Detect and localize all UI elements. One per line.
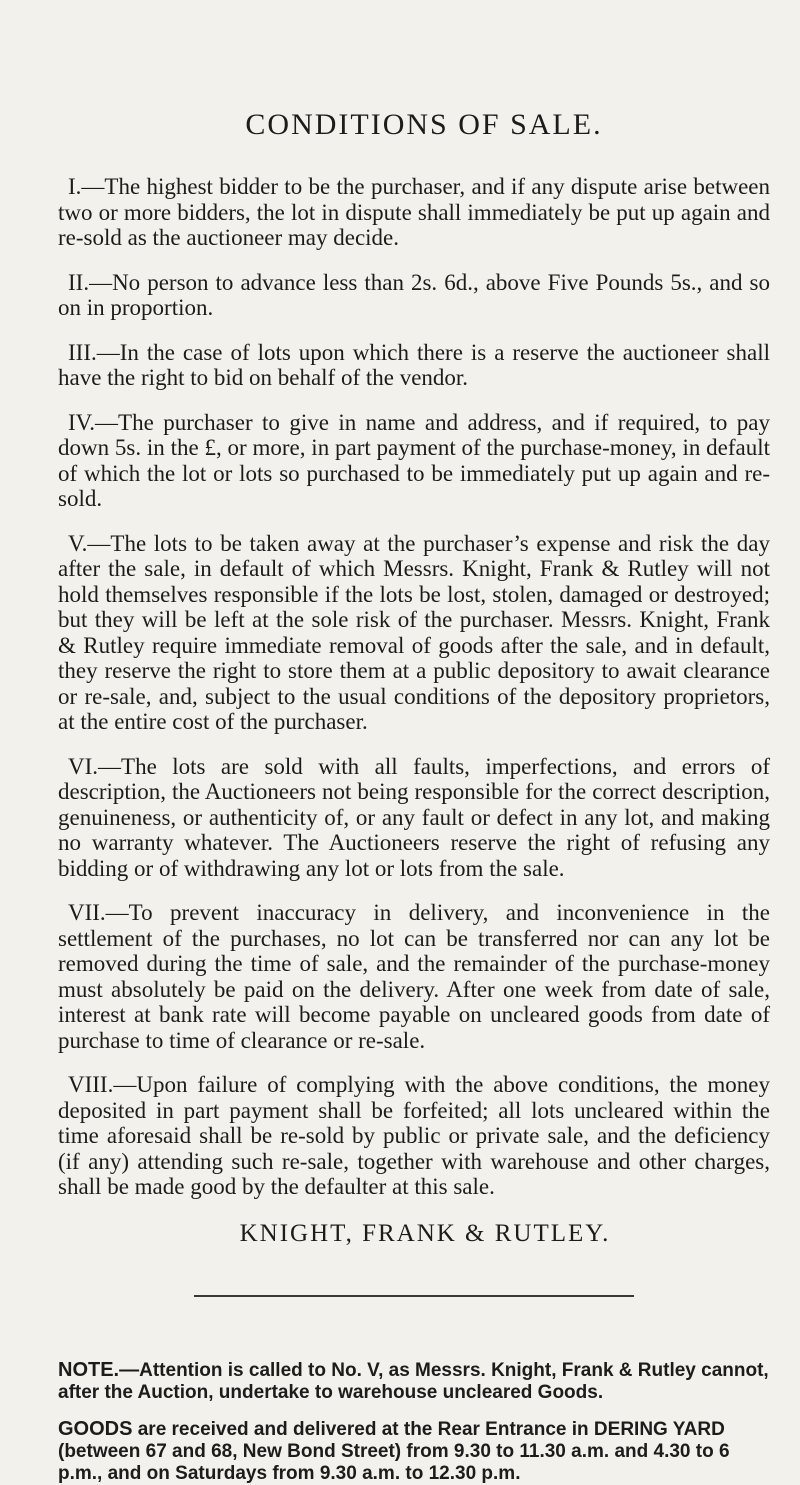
goods-heading: GOODS xyxy=(58,1417,133,1440)
condition-1: I.—The highest bidder to be the purchaser, and if any dispute arise between two or more bidders, the lot in dispute shall immediately be put up again and re-sold as the auctioneer may decide. xyxy=(58,174,770,250)
note-text: Attention is called to No. V, as Messrs. Knight, Frank & Rutley cannot, after the Auction, undertake to warehouse uncleared Goods. xyxy=(58,1359,769,1403)
page-title: CONDITIONS OF SALE. xyxy=(245,108,603,141)
condition-2: II.—No person to advance less than 2s. 6d., above Five Pounds 5s., and so on in proportion. xyxy=(58,269,770,320)
note-heading: NOTE.— xyxy=(58,1358,140,1381)
goods-text: are received and delivered at the Rear Entrance in DERING YARD (between 67 and 68, New Bond Street) from 9.30 to 11.30 a.m. and 4.30 to 6 p.m., and on Saturdays from 9.30 a.m. to 12.30 p.m. xyxy=(58,1418,730,1484)
condition-4: IV.—The purchaser to give in name and address, and if required, to pay down 5s. in the £, or more, in part payment of the purchase-money, in default of which the lot or lots so purchased to be immediately put up again and re-sold. xyxy=(58,409,770,511)
goods-info xyxy=(58,1418,770,1485)
note-block xyxy=(58,1359,770,1485)
note-attention xyxy=(58,1359,770,1404)
auctioneer-signature: KNIGHT, FRANK & RUTLEY. xyxy=(239,1219,611,1247)
condition-8: VIII.—Upon failure of complying with the above conditions, the money deposited in part payment shall be forfeited; all lots uncleared within the time aforesaid shall be re-sold by public or private sale, and the deficiency (if any) attending such re-sale, together with warehouse and other charges, shall be made good by the defaulter at this sale. xyxy=(58,1072,770,1199)
condition-7: VII.—To prevent inaccuracy in delivery, and inconvenience in the settlement of the purchases, no lot can be transferred nor can any lot be removed during the time of sale, and the remainder of the purchase-money must absolutely be paid on the delivery. After one week from date of sale, interest at bank rate will become payable on uncleared goods from date of purchase to time of clearance or re-sale. xyxy=(58,900,770,1053)
condition-3: III.—In the case of lots upon which there is a reserve the auctioneer shall have the right to bid on behalf of the vendor. xyxy=(58,339,770,390)
condition-6: VI.—The lots are sold with all faults, imperfections, and errors of description, the Auctioneers not being responsible for the correct description, genuineness, or authenticity of, or any fault or defect in any lot, and making no warranty whatever. The Auctioneers reserve the right of refusing any bidding or of withdrawing any lot or lots from the sale. xyxy=(58,753,770,881)
condition-5: V.—The lots to be taken away at the purchaser’s expense and risk the day after the sale, in default of which Messrs. Knight, Frank & Rutley will not hold themselves responsible if the lots be lost, stolen, damaged or destroyed; but they will be left at the sole risk of the purchaser. Messrs. Knight, Frank & Rutley require immediate removal of goods after the sale, and in default, they reserve the right to store them at a public depository to await clearance or re-sale, and, subject to the usual conditions of the depository proprietors, at the entire cost of the purchaser. xyxy=(58,530,770,734)
divider xyxy=(194,1295,634,1297)
